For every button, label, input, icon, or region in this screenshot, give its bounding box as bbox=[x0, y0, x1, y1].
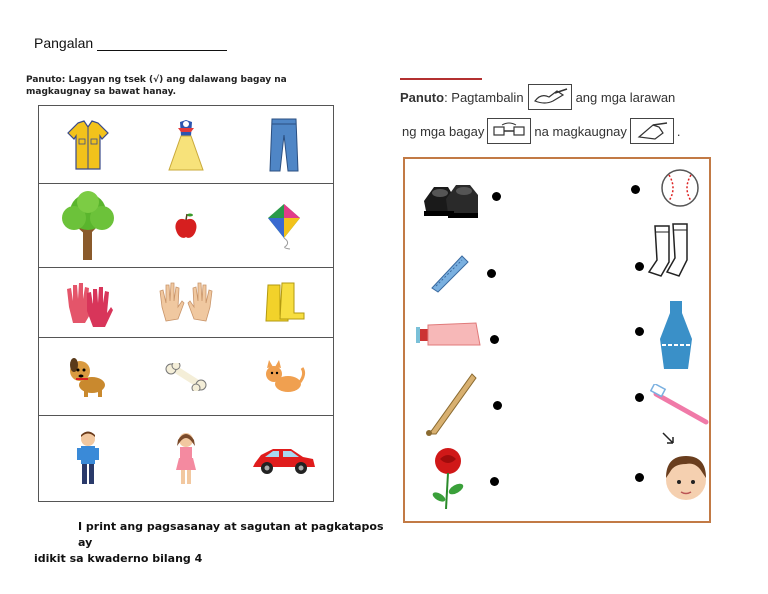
toothbrush-icon[interactable] bbox=[649, 383, 711, 429]
grid-row bbox=[39, 106, 333, 184]
boy-icon[interactable] bbox=[53, 428, 123, 490]
grid-row bbox=[39, 416, 333, 502]
footer-line-1: I print ang pagsasanay at sagutan at pagkatapos ay bbox=[78, 520, 384, 549]
matching-box bbox=[403, 157, 711, 523]
left-match-dot[interactable] bbox=[490, 477, 499, 486]
rose-icon[interactable] bbox=[423, 443, 473, 513]
pants-icon[interactable] bbox=[249, 114, 319, 176]
right-instruction-line-2 bbox=[402, 118, 681, 144]
checkmark-grid bbox=[38, 105, 334, 502]
left-match-dot[interactable] bbox=[492, 192, 501, 201]
apple-icon[interactable] bbox=[151, 195, 221, 257]
socks-icon[interactable] bbox=[645, 221, 703, 285]
right-match-dot[interactable] bbox=[635, 393, 644, 402]
grid-row bbox=[39, 184, 333, 268]
drawing-hand-icon bbox=[630, 118, 674, 144]
hands-icon[interactable] bbox=[151, 272, 221, 334]
girl-icon[interactable] bbox=[151, 428, 221, 490]
right-match-dot[interactable] bbox=[635, 327, 644, 336]
gloves-icon[interactable] bbox=[53, 272, 123, 334]
linked-objects-icon bbox=[487, 118, 531, 144]
kite-icon[interactable] bbox=[249, 195, 319, 257]
footer-note bbox=[34, 519, 394, 567]
left-match-dot[interactable] bbox=[490, 335, 499, 344]
cat-icon[interactable] bbox=[249, 346, 319, 408]
instruction-label: Panuto bbox=[400, 89, 445, 105]
left-match-dot[interactable] bbox=[493, 401, 502, 410]
ball-icon[interactable] bbox=[657, 165, 703, 211]
left-match-dot[interactable] bbox=[487, 269, 496, 278]
grid-row bbox=[39, 338, 333, 416]
boy-face-icon[interactable] bbox=[659, 449, 713, 509]
dog-icon[interactable] bbox=[53, 346, 123, 408]
footer-line-2: idikit sa kwaderno bilang 4 bbox=[34, 552, 203, 565]
name-field bbox=[34, 35, 227, 51]
grid-row bbox=[39, 268, 333, 338]
right-match-dot[interactable] bbox=[635, 262, 644, 271]
shoes-icon[interactable] bbox=[419, 175, 485, 225]
toothpaste-icon[interactable] bbox=[413, 311, 485, 357]
name-label: Pangalan bbox=[34, 35, 94, 51]
left-instruction: Panuto: Lagyan ng tsek (√) ang dalawang bagay na magkaugnay sa bawat hanay. bbox=[26, 75, 287, 97]
instruction-text-4: na magkaugnay bbox=[534, 123, 627, 139]
comb-icon[interactable] bbox=[423, 247, 473, 297]
boots-icon[interactable] bbox=[249, 272, 319, 334]
right-match-dot[interactable] bbox=[635, 473, 644, 482]
right-instruction-line-1 bbox=[400, 84, 675, 110]
arrow-icon bbox=[661, 431, 675, 445]
red-divider bbox=[400, 78, 482, 80]
car-icon[interactable] bbox=[249, 428, 319, 490]
name-blank[interactable] bbox=[97, 37, 227, 51]
vase-icon[interactable] bbox=[653, 297, 699, 373]
bat-icon[interactable] bbox=[421, 369, 479, 439]
instruction-text-3: ng mga bagay bbox=[402, 123, 485, 139]
tree-icon[interactable] bbox=[53, 195, 123, 257]
right-match-dot[interactable] bbox=[631, 185, 640, 194]
instruction-period: . bbox=[676, 123, 681, 139]
instruction-text-2: ang mga larawan bbox=[575, 89, 676, 105]
pencil-hand-icon bbox=[528, 84, 572, 110]
dress-icon[interactable] bbox=[151, 114, 221, 176]
instruction-text-1: : Pagtambalin bbox=[444, 89, 524, 105]
bone-icon[interactable] bbox=[151, 346, 221, 408]
shirt-icon[interactable] bbox=[53, 114, 123, 176]
